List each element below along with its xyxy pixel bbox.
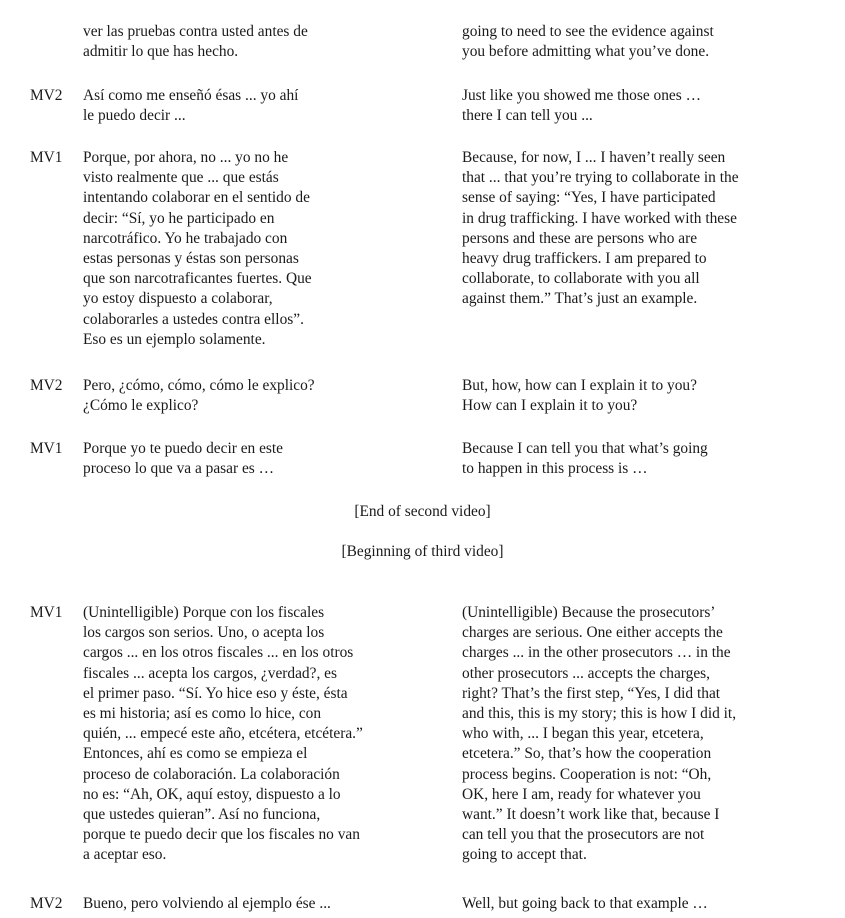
english-text: Because I can tell you that what’s going to happen in this process is … bbox=[462, 440, 708, 478]
spanish-text: (Unintelligible) Porque con los fiscales los cargos son serios. Uno, o acepta los cargos ... en los otros fiscales ... en los otros fiscales ... acepta los cargos, ¿verdad?, es el primer paso. “Sí. Yo hice eso y éste, ésta es mi historia; así es como lo hice, con quién, ... empecé este año, etcétera, etcétera.” Entonces, ahí es como se empieza el proceso de colaboración. La colaboración no es: “Ah, OK, aquí estoy, dispuesto a lo que ustedes quieran”. Así no funciona, porque te puedo decir que los fiscales no van a aceptar eso. bbox=[83, 604, 363, 864]
speaker-label: MV1 bbox=[30, 149, 63, 166]
spanish-text: Bueno, pero volviendo al ejemplo ése ... bbox=[83, 895, 331, 912]
spanish-text: ver las pruebas contra usted antes de admitir lo que has hecho. bbox=[83, 23, 308, 61]
english-text: Because, for now, I ... I haven’t really seen that ... that you’re trying to collaborate in the sense of saying: “Yes, I have participated in drug trafficking. I have worked with these persons and these are persons who are heavy drug traffickers. I am prepared to collaborate, to collaborate with you all against them.” That’s just an example. bbox=[462, 149, 739, 308]
english-text: (Unintelligible) Because the prosecutors’ charges are serious. One either accepts the charges ... in the other prosecutors … in the other prosecutors ... accepts the charges, right? That’s the first step, “Yes, I did that and this, this is my story; this is how I did it, who with, ... I began this year, etcetera, etcetera.” So, that’s how the cooperation process begins. Cooperation is not: “Oh, OK, here I am, ready for whatever you want.” It doesn’t work like that, because I can tell you that the prosecutors are not going to accept that. bbox=[462, 604, 737, 864]
speaker-label: MV2 bbox=[30, 377, 63, 394]
english-text: Just like you showed me those ones … there I can tell you ... bbox=[462, 87, 701, 125]
video-marker-begin: [Beginning of third video] bbox=[341, 543, 504, 560]
speaker-label: MV1 bbox=[30, 604, 63, 621]
speaker-label: MV2 bbox=[30, 87, 63, 104]
spanish-text: Porque yo te puedo decir en este proceso lo que va a pasar es … bbox=[83, 440, 284, 478]
spanish-text: Pero, ¿cómo, cómo, cómo le explico? ¿Cómo le explico? bbox=[83, 377, 315, 415]
english-text: But, how, how can I explain it to you? How can I explain it to you? bbox=[462, 377, 697, 415]
speaker-label: MV2 bbox=[30, 895, 63, 912]
english-text: Well, but going back to that example … bbox=[462, 895, 708, 912]
spanish-text: Porque, por ahora, no ... yo no he visto realmente que ... que estás intentando colaborar en el sentido de decir: “Sí, yo he participado en narcotráfico. Yo he trabajado con estas personas y éstas son personas que son narcotraficantes fuertes. Que yo estoy dispuesto a colaborar, colaborarles a ustedes contra ellos”. Eso es un ejemplo solamente. bbox=[83, 149, 312, 348]
spanish-text: Así como me enseñó ésas ... yo ahí le puedo decir ... bbox=[83, 87, 299, 125]
video-marker-end: [End of second video] bbox=[354, 503, 491, 520]
speaker-label: MV1 bbox=[30, 440, 63, 457]
english-text: going to need to see the evidence against you before admitting what you’ve done. bbox=[462, 23, 714, 61]
